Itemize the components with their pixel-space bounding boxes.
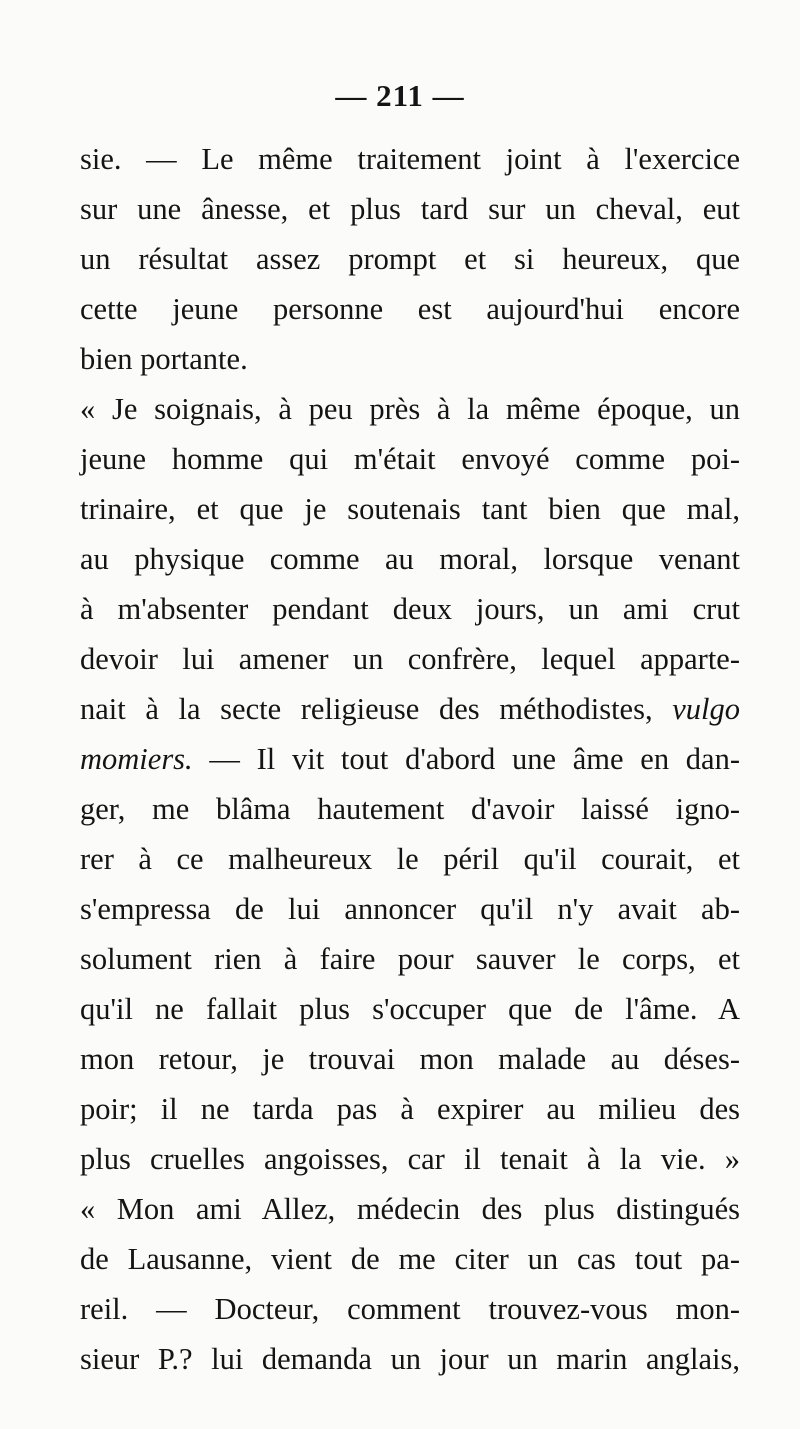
text-line: mon retour, je trouvai mon malade au déses- <box>80 1042 740 1076</box>
text-line: s'empressa de lui annoncer qu'il n'y avait ab- <box>80 892 740 926</box>
text-line: sur une ânesse, et plus tard sur un cheval, eut <box>80 192 740 226</box>
text-line: ger, me blâma hautement d'avoir laissé igno- <box>80 792 740 826</box>
text-line: au physique comme au moral, lorsque venant <box>80 542 740 576</box>
text-line: « Mon ami Allez, médecin des plus distingués <box>80 1192 740 1226</box>
text-line: solument rien à faire pour sauver le corps, et <box>80 942 740 976</box>
text-line: plus cruelles angoisses, car il tenait à la vie. » <box>80 1142 740 1176</box>
text-line <box>80 684 740 734</box>
text-line: sie. — Le même traitement joint à l'exercice <box>80 142 740 176</box>
text-segment: — Il vit tout d'abord une âme en dan- <box>192 742 740 776</box>
text-line: jeune homme qui m'était envoyé comme poi- <box>80 442 740 476</box>
text-line <box>80 734 740 784</box>
text-line: « Je soignais, à peu près à la même époque, un <box>80 392 740 426</box>
text-line: reil. — Docteur, comment trouvez-vous mon- <box>80 1292 740 1326</box>
body-text <box>80 134 740 1384</box>
text-line: un résultat assez prompt et si heureux, que <box>80 242 740 276</box>
text-line: cette jeune personne est aujourd'hui encore <box>80 292 740 326</box>
text-line: bien portante. <box>80 342 248 376</box>
text-line: qu'il ne fallait plus s'occuper que de l'âme. A <box>80 992 740 1026</box>
text-segment: nait à la secte religieuse des méthodistes, <box>80 692 673 726</box>
text-line: rer à ce malheureux le péril qu'il courait, et <box>80 842 740 876</box>
italic-term: momiers. <box>80 742 193 776</box>
page-number: — 211 — <box>335 78 465 113</box>
text-line: sieur P.? lui demanda un jour un marin anglais, <box>80 1342 740 1376</box>
italic-term: vulgo <box>672 692 740 726</box>
text-line: poir; il ne tarda pas à expirer au milieu des <box>80 1092 740 1126</box>
text-line: devoir lui amener un confrère, lequel apparte- <box>80 642 740 676</box>
text-line: trinaire, et que je soutenais tant bien que mal, <box>80 492 740 526</box>
text-line: de Lausanne, vient de me citer un cas tout pa- <box>80 1242 740 1276</box>
text-line: à m'absenter pendant deux jours, un ami crut <box>80 592 740 626</box>
